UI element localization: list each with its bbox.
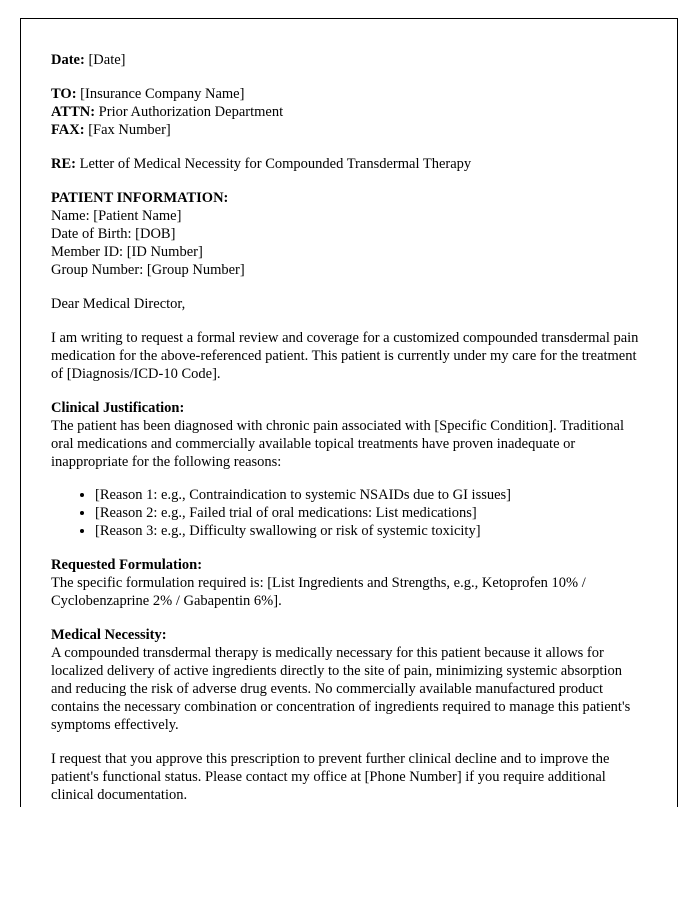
- date-line-text: [51, 51, 645, 69]
- patient-info-section: [51, 189, 645, 279]
- clinical-justification-heading: Clinical Justification:: [51, 400, 185, 416]
- to-value: [Insurance Company Name]: [80, 86, 245, 102]
- reason-2-bullet: • [Reason 2: e.g., Failed trial of oral medications: List medications]: [95, 504, 645, 522]
- date-value: [Date]: [88, 52, 126, 68]
- reason-1-bullet: • [Reason 1: e.g., Contraindication to systemic NSAIDs due to GI issues]: [95, 486, 645, 504]
- fax-line: [51, 121, 645, 139]
- attn-label: ATTN:: [51, 104, 96, 120]
- clinical-justification-body: The patient has been diagnosed with chronic pain associated with [Specific Condition]. Traditional oral medications and commercially available topical treatments have proven inadequate or inappropriate for the following reasons:: [51, 418, 625, 470]
- closing-paragraph-text: I request that you approve this prescription to prevent further clinical decline and to improve the patient's functional status. Please contact my office at [Phone Number] if you require additional clinical documentation.: [51, 751, 610, 803]
- re-line: [51, 155, 645, 173]
- to-label: TO:: [51, 86, 77, 102]
- re-line-block: [51, 155, 645, 173]
- letter-page: [20, 18, 678, 807]
- patient-dob-line: Date of Birth: [DOB]: [51, 226, 176, 242]
- salutation-text: Dear Medical Director,: [51, 296, 186, 312]
- medical-necessity-section: [51, 626, 645, 734]
- patient-member-id-line: Member ID: [ID Number]: [51, 244, 203, 260]
- to-line: [51, 85, 645, 103]
- requested-formulation-body: The specific formulation required is: [List Ingredients and Strengths, e.g., Ketoprofen 10% / Cyclobenzaprine 2% / Gabapentin 6%].: [51, 575, 586, 609]
- clinical-justification-section: [51, 399, 645, 540]
- intro-paragraph-text: I am writing to request a formal review and coverage for a customized compounded transdermal pain medication for the above-referenced patient. This patient is currently under my care for the treatment of [Diagnosis/ICD-10 Code].: [51, 330, 639, 382]
- re-value: Letter of Medical Necessity for Compounded Transdermal Therapy: [79, 156, 472, 172]
- patient-info-heading: PATIENT INFORMATION:: [51, 190, 229, 206]
- medical-necessity-heading: Medical Necessity:: [51, 627, 167, 643]
- patient-name-line: Name: [Patient Name]: [51, 208, 182, 224]
- intro-paragraph: [51, 329, 645, 383]
- reason-3-bullet: • [Reason 3: e.g., Difficulty swallowing or risk of systemic toxicity]: [95, 522, 645, 540]
- date-line: [51, 51, 645, 69]
- salutation: [51, 295, 645, 313]
- closing-paragraph: [51, 750, 645, 804]
- date-label: Date:: [51, 52, 85, 68]
- attn-value: Prior Authorization Department: [98, 104, 284, 120]
- recipient-block: [51, 85, 645, 139]
- attn-line: [51, 103, 645, 121]
- requested-formulation-section: [51, 556, 645, 610]
- requested-formulation-heading: Requested Formulation:: [51, 557, 203, 573]
- fax-label: FAX:: [51, 122, 85, 138]
- medical-necessity-body: A compounded transdermal therapy is medically necessary for this patient because it allows for localized delivery of active ingredients directly to the site of pain, minimizing systemic absorption and reducing the risk of adverse drug events. No commercially available manufactured product contains the necessary combination or concentration of ingredients required to manage this patient's symptoms effectively.: [51, 645, 631, 733]
- re-label: RE:: [51, 156, 76, 172]
- fax-value: [Fax Number]: [88, 122, 171, 138]
- clinical-justification-bullets: [51, 486, 645, 540]
- patient-group-number-line: Group Number: [Group Number]: [51, 262, 245, 278]
